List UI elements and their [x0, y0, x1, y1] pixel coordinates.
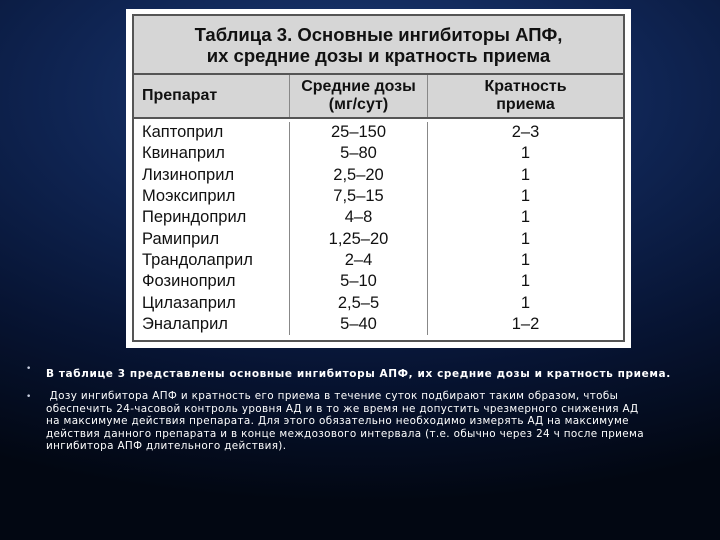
- table-header-row: [134, 75, 623, 119]
- table-grid: [134, 75, 623, 340]
- cell-frequency: 1: [427, 271, 623, 292]
- cell-frequency: 2–3: [427, 122, 623, 143]
- bullet-text-2-line: Дозу ингибитора АПФ и кратность его приема в течение суток подбирают таким образом, чтобы: [46, 390, 619, 402]
- header-drug-label: Препарат: [142, 87, 218, 104]
- cell-frequency: 1: [427, 228, 623, 249]
- cell-dose: 2,5–5: [289, 292, 427, 313]
- table-title-line-1: Таблица 3. Основные ингибиторы АПФ,: [194, 23, 563, 45]
- table-title-line-2: их средние дозы и кратность приема: [206, 44, 551, 66]
- bullet-marker: •: [26, 364, 32, 374]
- header-frequency: [427, 75, 623, 117]
- bullet-item-2: [26, 390, 694, 453]
- bullet-text-2-line: ингибитора АПФ длительного действия).: [46, 440, 287, 452]
- bullet-text-1: В таблице 3 представлены основные ингибиторы АПФ, их средние дозы и кратность приема.: [46, 368, 671, 380]
- cell-frequency: 1: [427, 186, 623, 207]
- cell-drug: Моэксиприл: [142, 187, 236, 206]
- table-row: [134, 165, 623, 186]
- cell-dose: 5–80: [289, 143, 427, 164]
- header-frequency-line-1: Кратность: [484, 78, 567, 95]
- bullet-text-2-line: действия данного препарата и в конце междозового интервала (т.е. обычно через 24 ч после приема: [46, 427, 644, 440]
- cell-frequency: 1: [427, 292, 623, 313]
- cell-drug: Периндоприл: [142, 208, 247, 227]
- cell-dose: 7,5–15: [289, 186, 427, 207]
- cell-dose: 1,25–20: [289, 228, 427, 249]
- header-dose-line-2: (мг/сут): [328, 96, 389, 113]
- bullet-text-2: [46, 390, 694, 453]
- table-row: [134, 292, 623, 313]
- cell-drug: Рамиприл: [142, 229, 220, 248]
- bullet-text-2-line: обеспечить 24-часовой контроль уровня АД и в то же время не допустить чрезмерного снижения АД: [46, 402, 639, 415]
- cell-drug: Фозиноприл: [142, 272, 236, 291]
- table-row: [134, 186, 623, 207]
- cell-dose: 2–4: [289, 250, 427, 271]
- cell-drug: Цилазаприл: [142, 293, 236, 312]
- table-body: [134, 119, 623, 340]
- cell-dose: 5–10: [289, 271, 427, 292]
- cell-dose: 4–8: [289, 207, 427, 228]
- ace-inhibitors-table-image: [126, 9, 631, 348]
- cell-frequency: 1: [427, 165, 623, 186]
- cell-drug: Трандолаприл: [142, 250, 253, 269]
- cell-drug: Лизиноприл: [142, 165, 235, 184]
- table-title: [134, 16, 623, 75]
- cell-drug: Квинаприл: [142, 144, 225, 163]
- table-row: [134, 143, 623, 164]
- header-frequency-line-2: приема: [496, 96, 555, 113]
- bullet-text-2-line: на максимуме действия препарата. Для этого обязательно необходимо измерять АД на максимуме: [46, 415, 629, 427]
- header-dose-line-1: Средние дозы: [301, 78, 416, 95]
- header-dose: [289, 75, 427, 117]
- cell-drug: Эналаприл: [142, 314, 228, 333]
- cell-drug: Каптоприл: [142, 123, 224, 142]
- table-row: [134, 271, 623, 292]
- cell-frequency: 1: [427, 207, 623, 228]
- cell-frequency: 1: [427, 143, 623, 164]
- table-row: [134, 250, 623, 271]
- bullet-item-1: [26, 362, 694, 381]
- cell-frequency: 1–2: [427, 314, 623, 335]
- table-row: [134, 122, 623, 143]
- table-row: [134, 207, 623, 228]
- header-drug: [134, 75, 289, 117]
- cell-dose: 2,5–20: [289, 165, 427, 186]
- table-row: [134, 314, 623, 335]
- table-frame: [132, 14, 625, 342]
- bullet-list: [26, 362, 694, 462]
- cell-dose: 25–150: [289, 122, 427, 143]
- cell-frequency: 1: [427, 250, 623, 271]
- table-row: [134, 228, 623, 249]
- bullet-marker: •: [26, 392, 32, 402]
- cell-dose: 5–40: [289, 314, 427, 335]
